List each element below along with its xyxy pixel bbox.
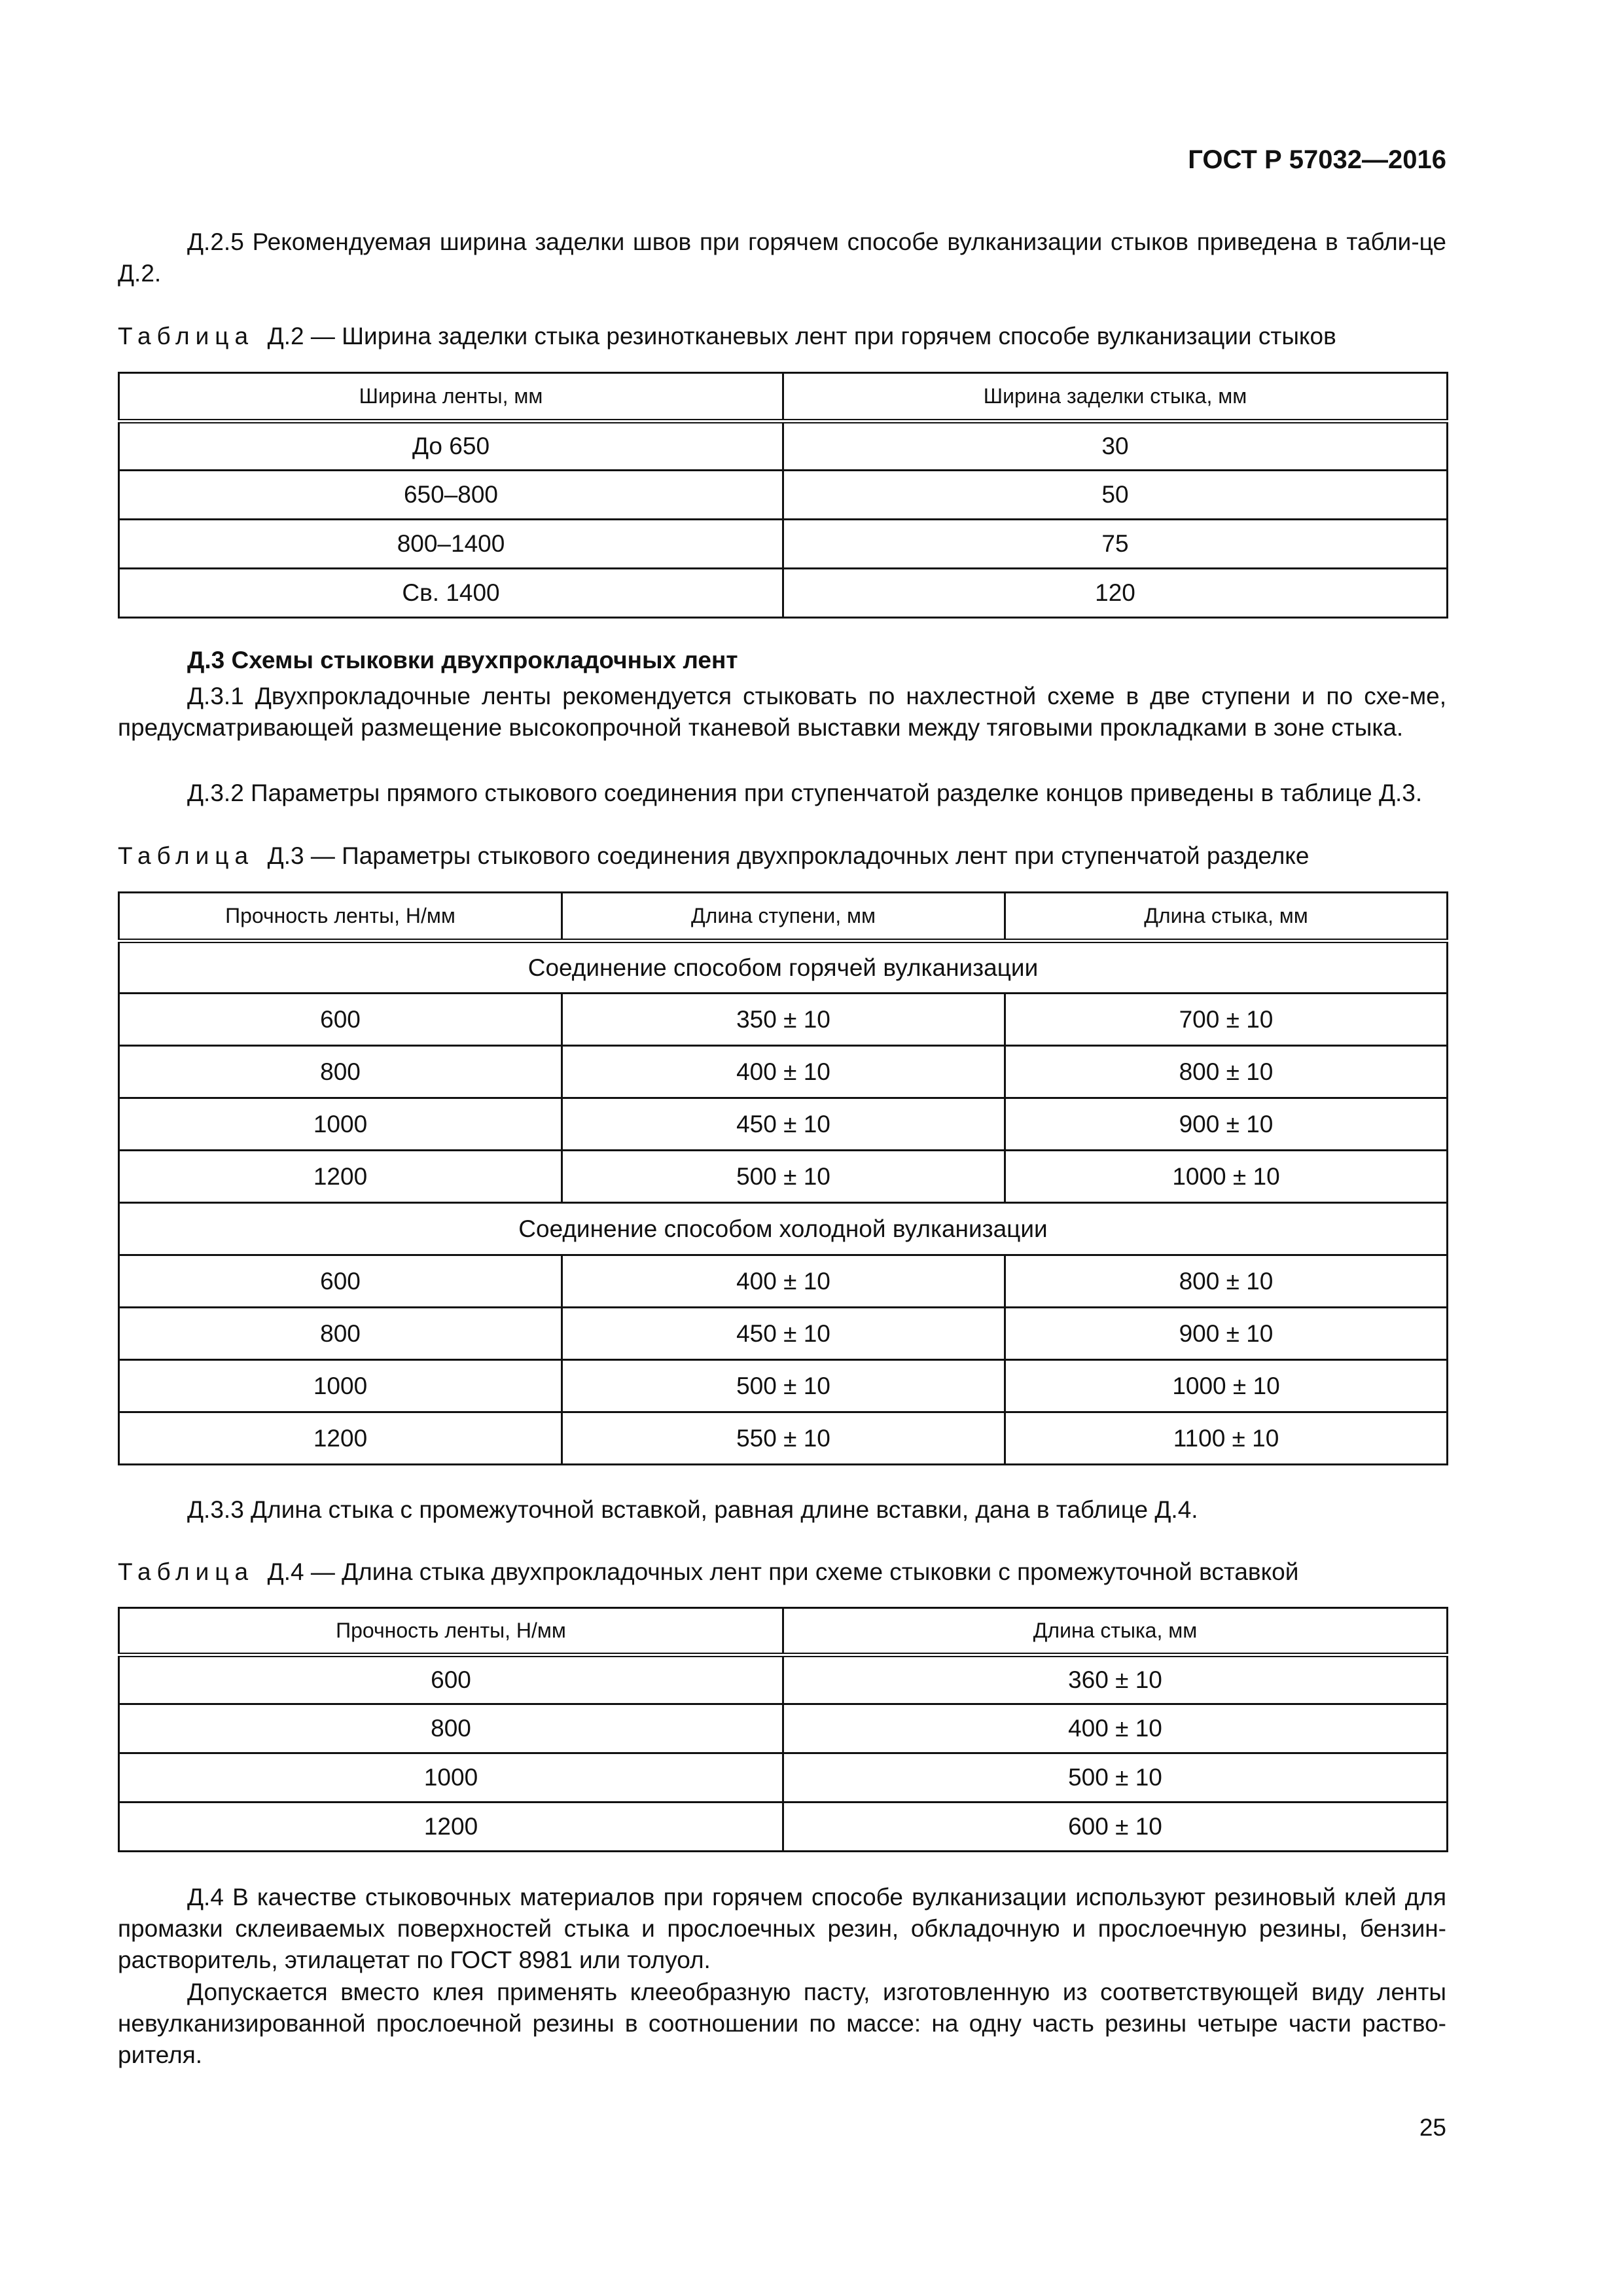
table-cell: 600 [119, 994, 562, 1046]
table-cell: Св. 1400 [119, 569, 783, 618]
table-section-row [119, 1203, 1448, 1255]
paragraph-d4-text: Д.4 В качестве стыковочных материалов при горячем способе вулканизации используют резиновый клей для промазки склеиваемых поверхностей стыка и прослоечных резин, обкладочную и прослоечную резины, бензин-растворитель, этилацетат по ГОСТ 8981 или толуол. [118, 1884, 1446, 1973]
table-row [119, 1098, 1448, 1151]
table-cell: 800 [119, 1308, 562, 1360]
paragraph-d3-2-text: Д.3.2 Параметры прямого стыкового соединения при ступенчатой разделке концов приведены в таблице Д.3. [187, 780, 1423, 806]
table-row [119, 1412, 1448, 1465]
table-cell: 550 ± 10 [562, 1412, 1005, 1465]
caption-text: Д.4 — Длина стыка двухпрокладочных лент при схеме стыковки с промежуточной вставкой [267, 1558, 1299, 1585]
table-d2-header-seal: Ширина заделки стыка, мм [783, 373, 1448, 422]
table-row [119, 1753, 1448, 1803]
table-cell: 1000 ± 10 [1005, 1360, 1448, 1412]
paragraph-d3-2 [118, 778, 1446, 809]
table-section-cold: Соединение способом холодной вулканизации [119, 1203, 1448, 1255]
table-cell: 1100 ± 10 [1005, 1412, 1448, 1465]
table-cell: 1000 [119, 1753, 783, 1803]
table-cell: 900 ± 10 [1005, 1098, 1448, 1151]
table-row [119, 1803, 1448, 1852]
table-cell: 1200 [119, 1803, 783, 1852]
table-cell: 360 ± 10 [783, 1655, 1448, 1704]
table-row [119, 422, 1448, 471]
table-cell: 75 [783, 520, 1448, 569]
table-cell: 500 ± 10 [783, 1753, 1448, 1803]
table-cell: 400 ± 10 [562, 1255, 1005, 1308]
table-d4-header-joint: Длина стыка, мм [783, 1608, 1448, 1655]
paragraph-d3-1-text: Д.3.1 Двухпрокладочные ленты рекомендуется стыковать по нахлестной схеме в две ступени и по схе-ме, предусматривающей размещение высокопрочной тканевой выставки между тяговыми прокладками в зоне стыка. [118, 683, 1446, 741]
table-cell: 1200 [119, 1151, 562, 1203]
page-number: 25 [1419, 2114, 1446, 2141]
table-cell: До 650 [119, 422, 783, 471]
table-cell: 1000 ± 10 [1005, 1151, 1448, 1203]
table-d3-header-strength: Прочность ленты, Н/мм [119, 893, 562, 941]
table-cell: 600 ± 10 [783, 1803, 1448, 1852]
table-cell: 50 [783, 471, 1448, 520]
table-row [119, 1655, 1448, 1704]
table-section-hot: Соединение способом горячей вулканизации [119, 941, 1448, 994]
table-cell: 800 [119, 1046, 562, 1098]
document-code: ГОСТ Р 57032—2016 [1188, 145, 1446, 174]
table-cell: 800 ± 10 [1005, 1046, 1448, 1098]
table-cell: 1000 [119, 1360, 562, 1412]
table-cell: 120 [783, 569, 1448, 618]
table-cell: 600 [119, 1655, 783, 1704]
table-section-row [119, 941, 1448, 994]
paragraph-paste [118, 1977, 1446, 2071]
table-cell: 500 ± 10 [562, 1360, 1005, 1412]
table-cell: 500 ± 10 [562, 1151, 1005, 1203]
table-cell: 1200 [119, 1412, 562, 1465]
table-row [119, 520, 1448, 569]
table-cell: 650–800 [119, 471, 783, 520]
table-d4 [118, 1607, 1448, 1852]
caption-word: Таблица [118, 1558, 255, 1585]
table-row [119, 1255, 1448, 1308]
table-d3 [118, 891, 1448, 1465]
paragraph-d3-1 [118, 681, 1446, 744]
table-cell: 1000 [119, 1098, 562, 1151]
table-row [119, 471, 1448, 520]
table-cell: 800 ± 10 [1005, 1255, 1448, 1308]
table-cell: 450 ± 10 [562, 1308, 1005, 1360]
table-cell: 900 ± 10 [1005, 1308, 1448, 1360]
caption-word: Таблица [118, 842, 255, 869]
table-cell: 700 ± 10 [1005, 994, 1448, 1046]
table-d4-caption [118, 1556, 1298, 1588]
caption-text: Д.2 — Ширина заделки стыка резинотканевых лент при горячем способе вулканизации стыков [267, 323, 1336, 350]
paragraph-d2-5 [118, 226, 1446, 289]
table-cell: 600 [119, 1255, 562, 1308]
table-d2-header-width: Ширина ленты, мм [119, 373, 783, 422]
table-cell: 30 [783, 422, 1448, 471]
table-row [119, 1308, 1448, 1360]
table-row [119, 1704, 1448, 1753]
table-cell: 800–1400 [119, 520, 783, 569]
caption-word: Таблица [118, 323, 255, 350]
paragraph-d3-3 [118, 1494, 1446, 1526]
table-d3-header-joint: Длина стыка, мм [1005, 893, 1448, 941]
table-row [119, 569, 1448, 618]
paragraph-d2-5-text: Д.2.5 Рекомендуемая ширина заделки швов при горячем способе вулканизации стыков приведена в табли-це Д.2. [118, 228, 1446, 287]
table-d3-caption [118, 840, 1309, 872]
table-row [119, 1360, 1448, 1412]
table-row [119, 1151, 1448, 1203]
table-cell: 350 ± 10 [562, 994, 1005, 1046]
paragraph-d3-3-text: Д.3.3 Длина стыка с промежуточной вставкой, равная длине вставки, дана в таблице Д.4. [187, 1496, 1198, 1523]
caption-text: Д.3 — Параметры стыкового соединения двухпрокладочных лент при ступенчатой разделке [267, 842, 1310, 869]
section-heading-d3: Д.3 Схемы стыковки двухпрокладочных лент [187, 647, 738, 673]
table-d2 [118, 372, 1448, 619]
table-d2-caption [118, 321, 1336, 352]
table-cell: 400 ± 10 [562, 1046, 1005, 1098]
paragraph-d4 [118, 1882, 1446, 1976]
table-row [119, 1046, 1448, 1098]
table-d4-header-strength: Прочность ленты, Н/мм [119, 1608, 783, 1655]
table-cell: 400 ± 10 [783, 1704, 1448, 1753]
table-d3-header-step: Длина ступени, мм [562, 893, 1005, 941]
table-cell: 800 [119, 1704, 783, 1753]
table-cell: 450 ± 10 [562, 1098, 1005, 1151]
paragraph-paste-text: Допускается вместо клея применять клееобразную пасту, изготовленную из соответствующей виду ленты невулканизированной прослоечной резины в соотношении по массе: на одну часть резины четыре части раство-рителя. [118, 1979, 1446, 2068]
table-row [119, 994, 1448, 1046]
